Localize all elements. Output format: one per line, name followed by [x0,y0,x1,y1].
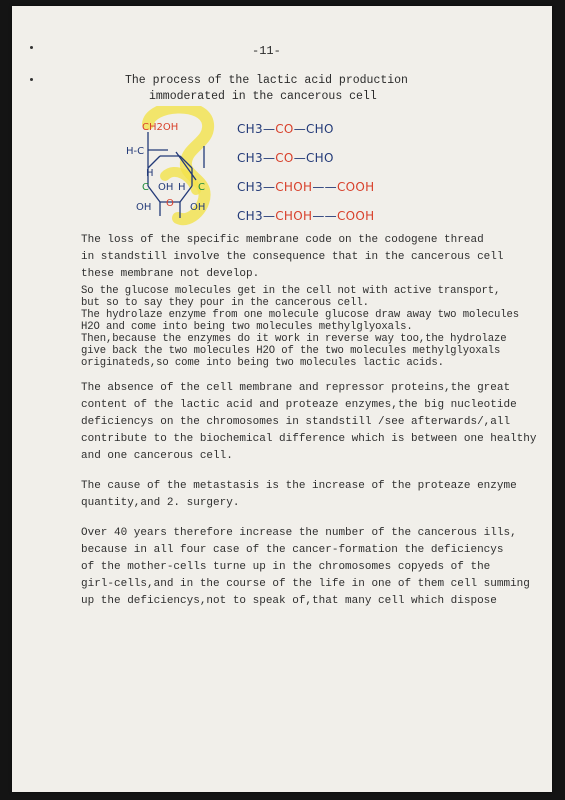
formula-mid: CHOH [275,209,313,223]
text-line: Over 40 years therefore increase the number of the cancerous ills, [81,527,517,539]
formula-right: COOH [336,180,375,194]
text-line: but so to say they pour in the cancerous cell. [81,297,369,309]
formula-row: CH3—CO—CHO [237,151,334,165]
margin-mark [30,78,33,81]
margin-mark [30,46,33,49]
diagram-label: H [146,168,154,179]
text-line: because in all four case of the cancer-formation the deficiencys [81,544,504,556]
formula-row: CH3—CHOH——COOH [237,180,375,194]
formula-right: CHO [306,122,334,136]
title-line-1: The process of the lactic acid production [125,74,408,87]
text-line: The hydrolaze enzyme from one molecule glucose draw away two molecules [81,309,520,321]
diagram-label: OH [190,202,206,213]
text-line: deficiencys on the chromosomes in standstill /see afterwards/,all [81,416,511,428]
diagram-label: O [166,198,174,209]
text-line: H2O and come into being two molecules methylglyoxals. [81,321,413,333]
text-line: these membrane not develop. [81,268,260,280]
text-line: and one cancerous cell. [81,450,233,462]
formula-left: CH3 [237,209,263,223]
formula-right: CHO [306,151,334,165]
text-line: up the deficiencys,not to speak of,that many cell which dispose [81,595,497,607]
text-line: The loss of the specific membrane code on the codogene thread [81,234,484,246]
formula-row: CH3—CHOH——COOH [237,209,375,223]
page-number: -11- [252,44,281,58]
text-line: The absence of the cell membrane and repressor proteins,the great [81,382,511,394]
text-line: Then,because the enzymes do it work in reverse way too,the hydrolaze [81,333,507,345]
document-page [12,6,552,792]
text-line: originateds,so come into being two molecules lactic acids. [81,357,444,369]
diagram-label: H-C [126,146,145,157]
formula-left: CH3 [237,151,263,165]
text-line: in standstill involve the consequence that in the cancerous cell [81,251,504,263]
title-line-2: immoderated in the cancerous cell [149,90,377,103]
diagram-label: C [142,182,149,193]
text-line: So the glucose molecules get in the cell not with active transport, [81,285,501,297]
formula-mid: CHOH [275,180,313,194]
text-line: contribute to the biochemical difference which is between one healthy [81,433,537,445]
text-line: The cause of the metastasis is the increase of the proteaze enzyme [81,480,517,492]
formula-list [237,122,437,238]
diagram-label: C [198,182,205,193]
text-line: of the mother-cells turne up in the chromosomes copyeds of the [81,561,491,573]
text-line: give back the two molecules H2O of the two molecules methylglyoxals [81,345,501,357]
diagram-label: CH2OH [142,122,179,133]
text-line: quantity,and 2. surgery. [81,497,240,509]
formula-mid: CO [275,151,294,165]
formula-mid: CO [275,122,294,136]
text-line: girl-cells,and in the course of the life in one of them cell summing [81,578,530,590]
formula-left: CH3 [237,122,263,136]
formula-left: CH3 [237,180,263,194]
diagram-label: H [178,182,186,193]
formula-row: CH3—CO—CHO [237,122,334,136]
formula-right: COOH [336,209,375,223]
text-line: content of the lactic acid and proteaze enzymes,the big nucleotide [81,399,517,411]
diagram-label: OH [136,202,152,213]
diagram-label: OH [158,182,174,193]
